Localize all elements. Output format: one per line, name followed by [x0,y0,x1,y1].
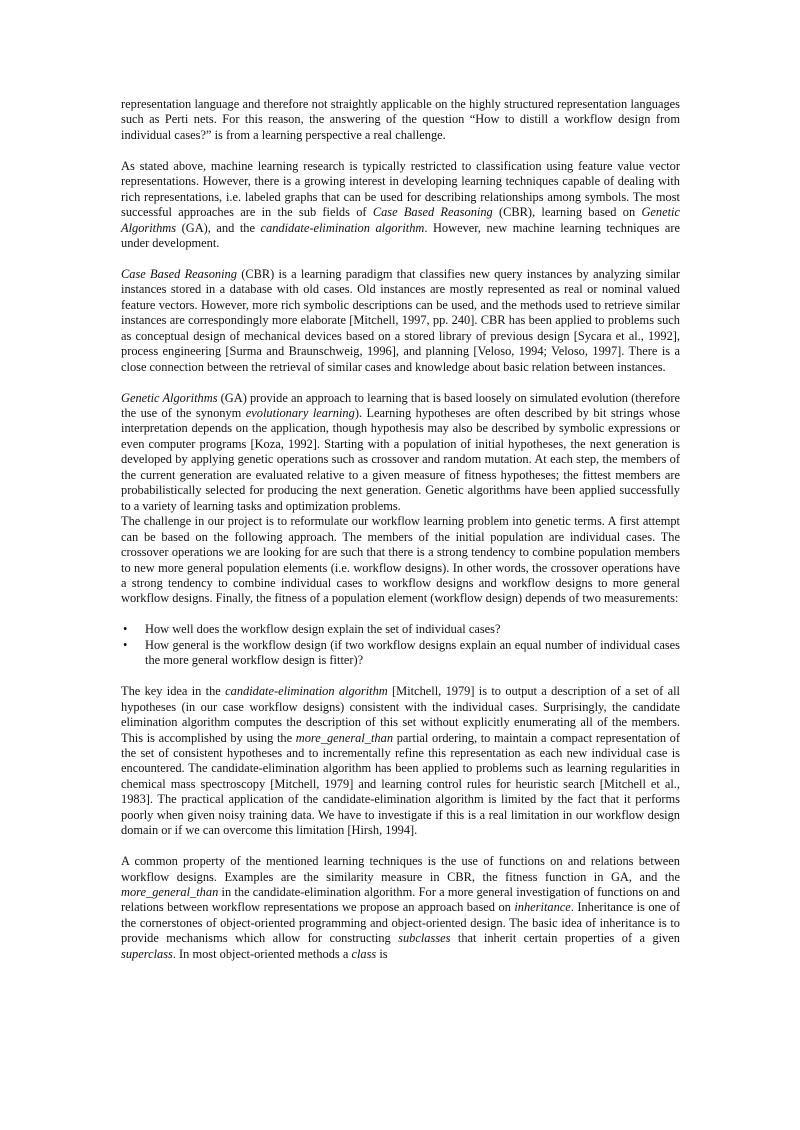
italic-term: inheritance [514,900,571,915]
italic-term: Case Based Reasoning [372,205,493,220]
italic-term: subclasses [398,931,451,946]
paragraph-gap [121,375,680,390]
text-run: . In most object-oriented methods a [172,946,352,961]
text-run: . However, new machine learning techniques are under development. [121,220,680,251]
text-run: A common property of the mentioned learning techniques is the use of functions on and relations between workflow designs. Examples are the similarity measure in CBR, the fitness function in GA, and the [121,854,680,884]
text-run: As stated above, machine learning research is typically restricted to classification using feature value vector representations. However, there is a growing interest in developing learning techniques capable of dealing with rich representations, i.e. labeled graphs that can be used for describing relationships among symbols. The most successful approaches are in the sub fields of [121,158,680,220]
text-run: (CBR), learning based on [492,205,642,220]
text-run: (CBR) is a learning paradigm that classifies new query instances by analyzing similar instances stored in a database with old cases. Old instances are mostly represented as real or nominal valued feature vectors. However, more rich symbolic descriptions can be used, and the methods used to retrieve similar instances are correspondingly more elaborate [Mitchell, 1997, pp. 240]. CBR has been applied to problems such as conceptual design of mechanical devices based on a stored library of previous design [Sycara et al., 1992], process engineering [Surma and Braunschweig, 1996], and planning [Veloso, 1994; Veloso, 1997]. There is a close connection between the retrieval of similar cases and knowledge about basic relation between instances. [121,266,680,374]
list-item-text: How general is the workflow design (if two workflow designs explain an equal number of individual cases the more general workflow design is fitter)? [145,637,680,668]
italic-term: Genetic Algorithms [121,390,218,405]
text-run: (GA), and the [176,220,261,235]
text-run: that inherit certain properties of a given [450,931,680,946]
text-run: ). Learning hypotheses are often described by bit strings whose interpretation depends on the application, though hypothesis may also be described by symbolic expressions or even computer programs [Koza, 1992]. Starting with a population of initial hypotheses, the next generation is developed by applying genetic operations such as crossover and random mutation. At each step, the members of the current generation are evaluated relative to a given measure of fitness hypotheses; the fittest members are probabilistically selected for producing the next generation. Genetic algorithms have been applied successfully to a variety of learning tasks and optimization problems. [121,406,681,513]
text-run: in the candidate-elimination algorithm. For a more general investigation of functions on and relations between workflow representations we propose an approach based on [121,885,680,915]
bullet-icon: • [123,637,128,652]
paragraph-challenge [121,514,680,607]
list-item-text: How well does the workflow design explain the set of individual cases? [145,622,501,637]
paragraph-machine-learning [121,159,680,252]
italic-term: Case Based Reasoning [121,266,237,281]
italic-term: candidate-elimination algorithm [225,684,388,699]
text-run: [Mitchell, 1979] is to output a description of a set of all hypotheses (in our case workflow designs) consistent with the individual cases. Surprisingly, the candidate elimination algorithm computes the description of this set without explicitly enumerating all of the members. This is accomplished by using the [121,684,681,745]
list-item [121,622,680,637]
text-run: partial ordering, to maintain a compact representation of the set of consistent hypotheses and to incrementally refine this representation as each new individual case is encountered. The candidate-elimination algorithm has been applied to problems such as learning regularities in chemical mass spectroscopy [Mitchell, 1979] and learning control rules for heuristic search [Mitchell et al., 1983]. The practical application of the candidate-elimination algorithm is limited by the fact that it performs poorly when given noisy training data. We have to investigate if this is a real limitation in our workflow design domain or if we can overcome this limitation [Hirsh, 1994]. [121,730,680,838]
paragraph-inheritance [121,854,680,962]
italic-term: class [351,946,377,961]
bullet-icon: • [123,622,128,637]
text-run: The key idea in the [121,684,226,699]
italic-term: more_general_than [295,730,394,745]
text-run: . Inheritance is one of the cornerstones of object-oriented programming and object-oriented design. The basic idea of inheritance is to provide mechanisms which allow for constructing [121,900,681,946]
text-run: The challenge in our project is to reformulate our workflow learning problem into genetic terms. A first attempt can be based on the following approach. The members of the initial population are individual cases. The crossover operations we are looking for are such that there is a strong tendency to combine population members to new more general population elements (i.e. workflow designs). In other words, the crossover operations have a strong tendency to combine individual cases to workflow designs and workflow designs to more general workflow designs. Finally, the fitness of a population element (workflow design) depends of two measurements: [121,514,680,606]
italic-term: more_general_than [121,885,219,900]
measurement-list [121,622,680,668]
document-page [121,97,680,962]
italic-term: Genetic Algorithms [121,205,680,235]
list-item [121,638,680,669]
paragraph-candidate-elimination [121,684,680,839]
italic-term: superclass [121,946,173,961]
paragraph-gap [121,252,680,267]
paragraph-gap [121,669,680,684]
paragraph-gap [121,839,680,854]
paragraph-gap [121,607,680,622]
italic-term: candidate-elimination algorithm [260,220,425,235]
text-run: is [376,946,388,961]
text-run: representation language and therefore not straightly applicable on the highly structured representation languages such as Perti nets. For this reason, the answering of the question “How to distill a workflow design from individual cases?” is from a learning perspective a real challenge. [121,97,680,142]
italic-term: evolutionary learning [245,406,355,421]
paragraph-case-based-reasoning [121,267,680,375]
paragraph-gap [121,143,680,158]
paragraph-genetic-algorithms [121,391,680,515]
text-run: (GA) provide an approach to learning that is based loosely on simulated evolution (therefore the use of the synonym [121,390,680,421]
paragraph-representation-language [121,97,680,143]
